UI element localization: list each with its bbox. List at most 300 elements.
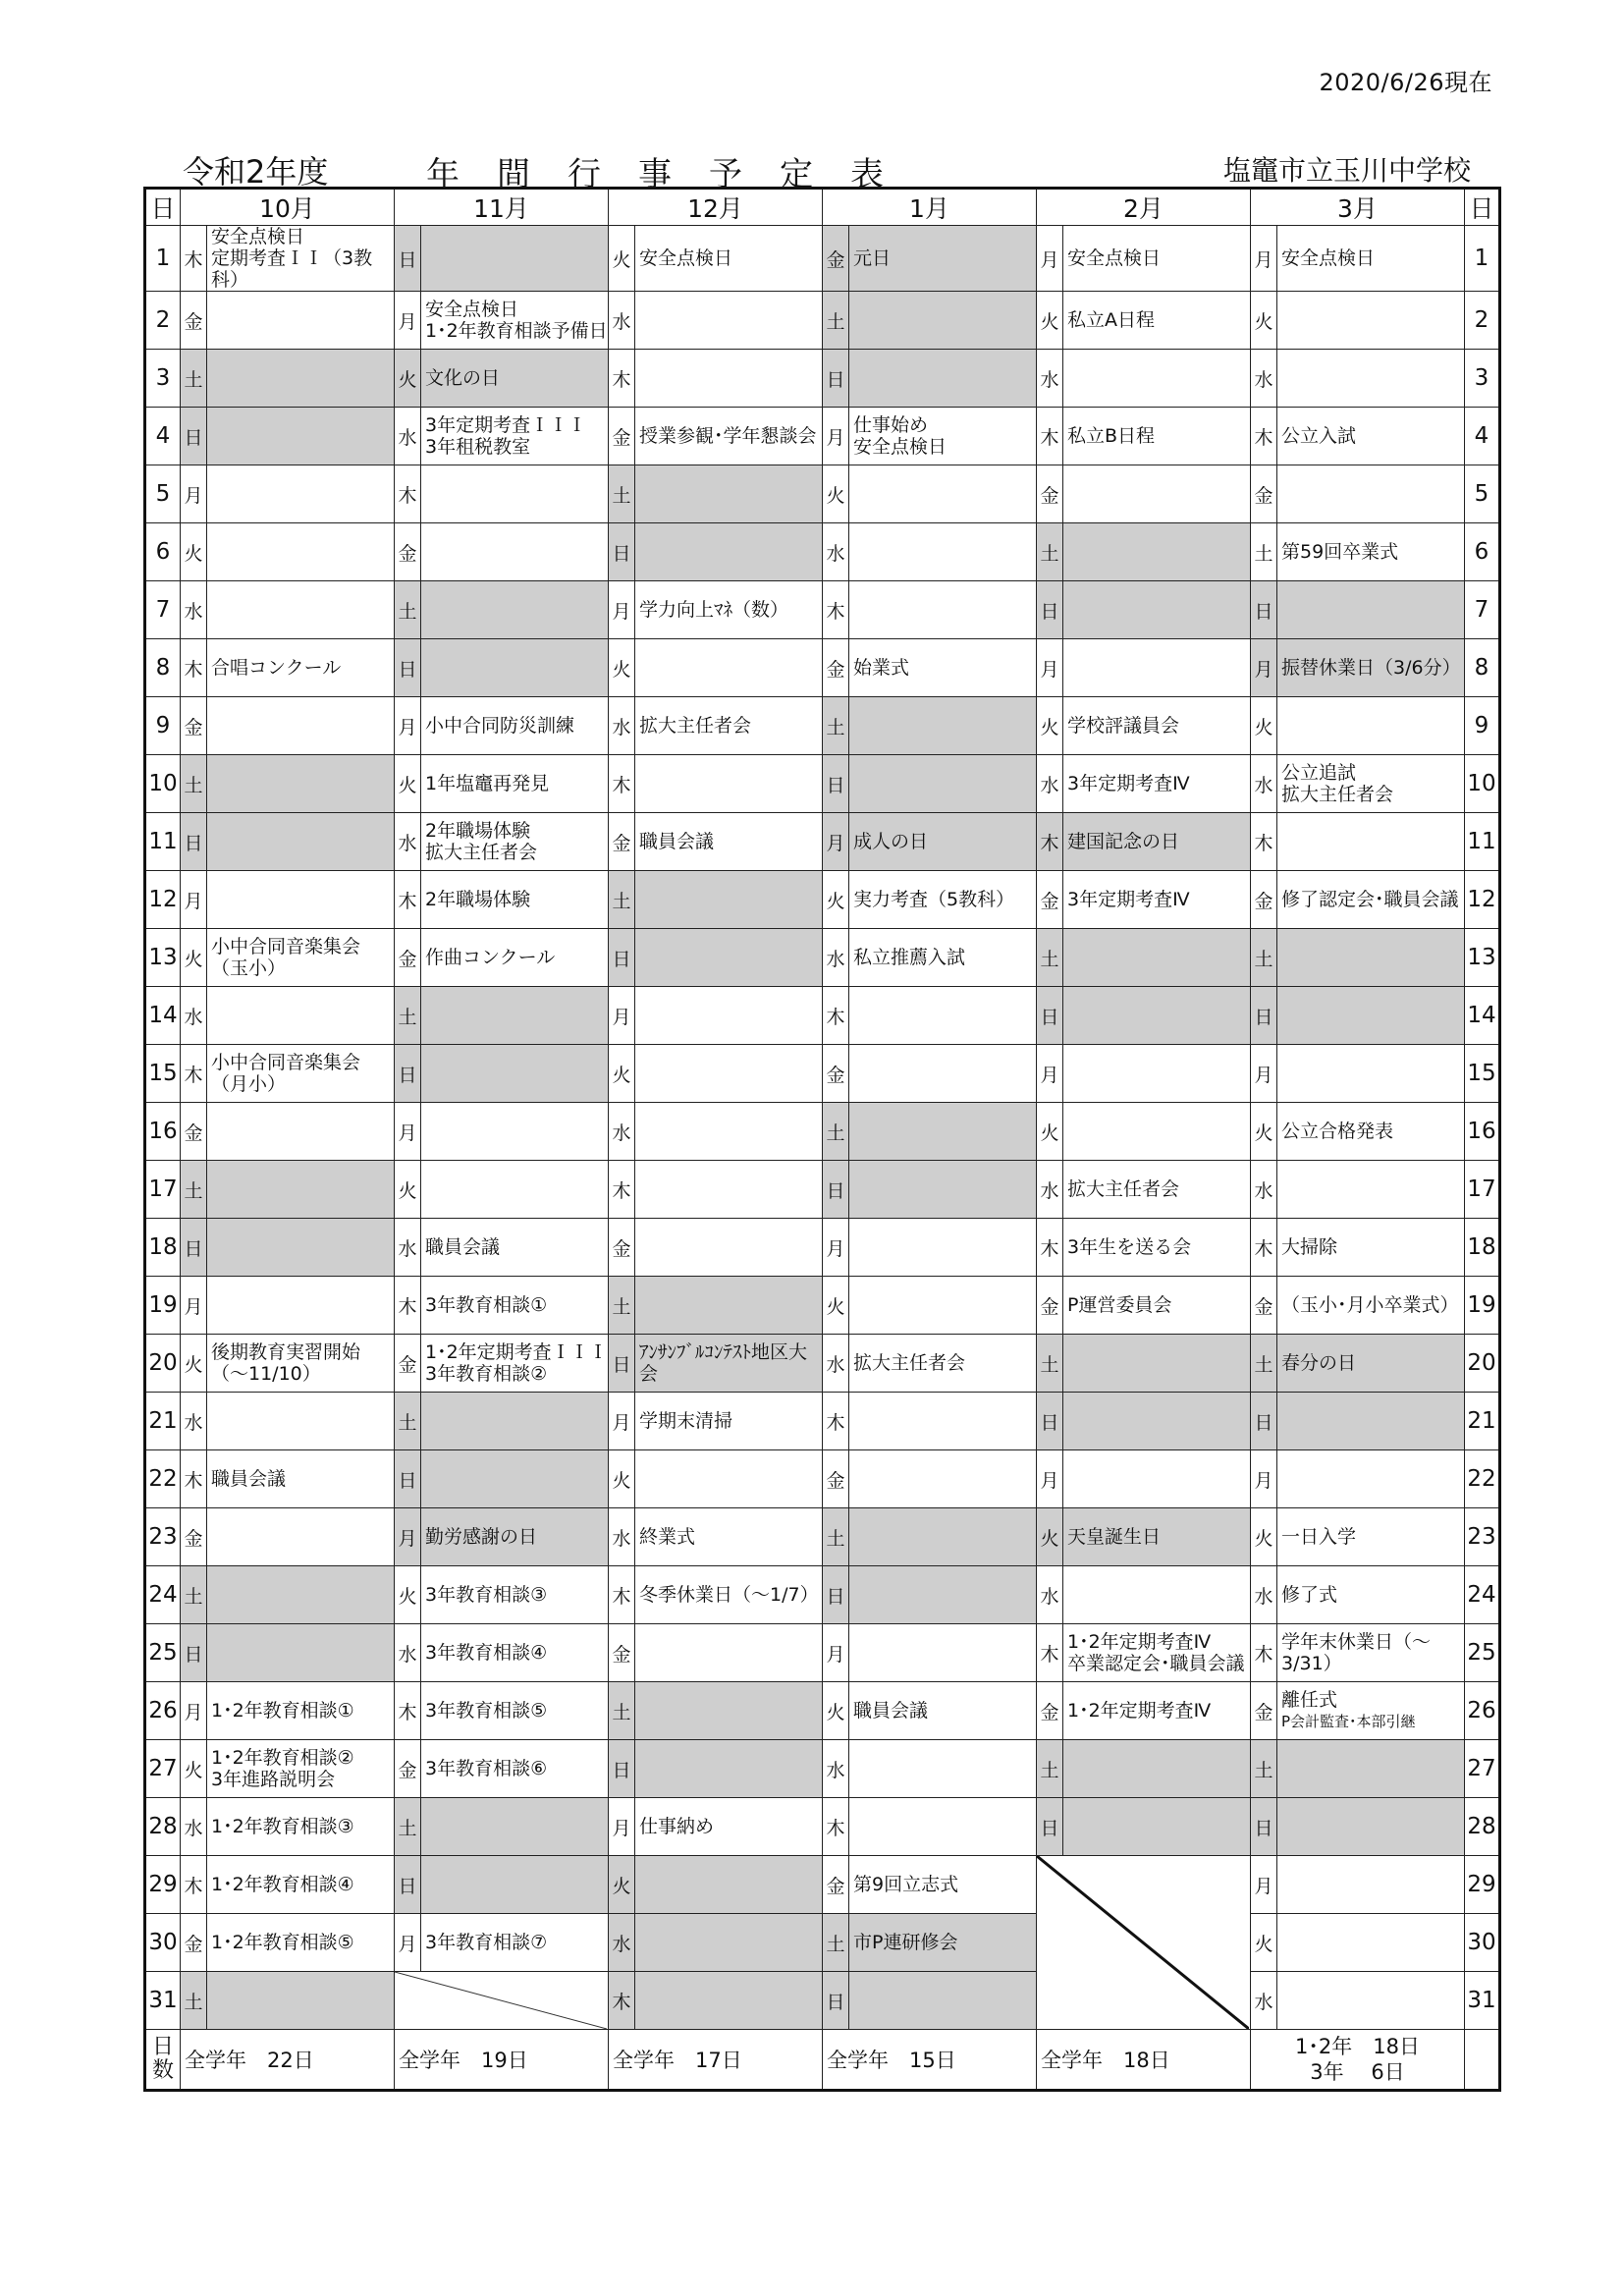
weekday: 金	[1251, 871, 1277, 929]
weekday: 日	[395, 226, 421, 292]
weekday: 月	[1251, 226, 1277, 292]
event-cell	[1277, 1393, 1465, 1450]
weekday: 金	[823, 226, 849, 292]
weekday: 土	[1251, 523, 1277, 581]
weekday: 木	[181, 1450, 207, 1508]
event-cell	[207, 1566, 395, 1624]
weekday: 土	[1251, 1740, 1277, 1798]
event-cell	[849, 1508, 1037, 1566]
day-number-right: 16	[1465, 1103, 1500, 1161]
weekday: 金	[609, 408, 635, 465]
weekday: 土	[823, 1103, 849, 1161]
weekday: 火	[1251, 292, 1277, 350]
event-cell	[1277, 350, 1465, 408]
day-number: 19	[145, 1277, 181, 1335]
day-number-right: 12	[1465, 871, 1500, 929]
weekday: 日	[823, 755, 849, 813]
event-cell	[635, 292, 823, 350]
weekday: 土	[823, 1914, 849, 1972]
event-cell: 拡大主任者会	[1063, 1161, 1251, 1219]
table-row	[145, 1219, 1500, 1277]
table-row	[145, 408, 1500, 465]
weekday: 木	[1251, 1624, 1277, 1682]
event-cell	[635, 929, 823, 987]
day-number-right: 1	[1465, 226, 1500, 292]
event-cell	[635, 1740, 823, 1798]
day-header-right: 日	[1465, 189, 1500, 226]
month-header: 3月	[1251, 189, 1465, 226]
event-cell: 建国記念の日	[1063, 813, 1251, 871]
day-number-right: 3	[1465, 350, 1500, 408]
day-number-right: 26	[1465, 1682, 1500, 1740]
event-cell	[1063, 1566, 1251, 1624]
weekday: 火	[1037, 697, 1063, 755]
weekday: 金	[609, 1624, 635, 1682]
weekday: 木	[1037, 1624, 1063, 1682]
weekday: 月	[1037, 1045, 1063, 1103]
month-header: 1月	[823, 189, 1037, 226]
weekday: 土	[395, 1798, 421, 1856]
weekday: 日	[1251, 581, 1277, 639]
weekday: 金	[609, 1219, 635, 1277]
event-cell	[849, 755, 1037, 813]
table-row	[145, 1740, 1500, 1798]
event-cell	[849, 987, 1037, 1045]
weekday: 月	[395, 1914, 421, 1972]
event-cell	[207, 523, 395, 581]
event-cell	[421, 226, 609, 292]
event-cell: 元日	[849, 226, 1037, 292]
weekday: 木	[609, 755, 635, 813]
weekday: 日	[823, 1566, 849, 1624]
event-cell: 3年教育相談⑦	[421, 1914, 609, 1972]
weekday: 木	[181, 1856, 207, 1914]
event-cell	[1277, 1856, 1465, 1914]
day-number: 16	[145, 1103, 181, 1161]
event-cell: 作曲コンクール	[421, 929, 609, 987]
weekday: 金	[181, 1508, 207, 1566]
weekday: 土	[395, 1393, 421, 1450]
event-cell	[1277, 1740, 1465, 1798]
day-number-right: 9	[1465, 697, 1500, 755]
event-cell	[849, 1450, 1037, 1508]
event-cell: 一日入学	[1277, 1508, 1465, 1566]
event-cell	[207, 1277, 395, 1335]
table-row	[145, 292, 1500, 350]
weekday: 金	[1251, 1682, 1277, 1740]
event-cell	[1277, 1045, 1465, 1103]
weekday: 月	[181, 1277, 207, 1335]
weekday: 土	[823, 697, 849, 755]
day-number: 22	[145, 1450, 181, 1508]
event-cell: 安全点検日	[1277, 226, 1465, 292]
weekday: 木	[1037, 813, 1063, 871]
weekday: 木	[1037, 1219, 1063, 1277]
weekday: 火	[609, 639, 635, 697]
event-cell: ｱﾝｻﾝﾌﾞﾙｺﾝﾃｽﾄ地区大会	[635, 1335, 823, 1393]
weekday: 月	[823, 813, 849, 871]
day-number: 30	[145, 1914, 181, 1972]
event-cell	[207, 697, 395, 755]
event-cell: 修了式	[1277, 1566, 1465, 1624]
table-row	[145, 639, 1500, 697]
day-number: 12	[145, 871, 181, 929]
event-cell: 私立推薦入試	[849, 929, 1037, 987]
weekday: 金	[1251, 465, 1277, 523]
event-cell	[1063, 1393, 1251, 1450]
weekday: 月	[181, 465, 207, 523]
event-cell	[421, 1856, 609, 1914]
event-cell: 仕事納め	[635, 1798, 823, 1856]
weekday: 火	[823, 465, 849, 523]
weekday: 水	[1251, 1972, 1277, 2030]
weekday: 金	[181, 1103, 207, 1161]
event-cell	[207, 755, 395, 813]
event-cell	[849, 292, 1037, 350]
event-cell: 3年教育相談⑤	[421, 1682, 609, 1740]
weekday: 火	[1251, 697, 1277, 755]
event-cell	[1063, 1740, 1251, 1798]
weekday: 木	[181, 226, 207, 292]
day-number-right: 2	[1465, 292, 1500, 350]
event-cell	[849, 1624, 1037, 1682]
weekday: 日	[181, 1624, 207, 1682]
weekday: 土	[1037, 523, 1063, 581]
event-cell	[1277, 929, 1465, 987]
event-cell: 冬季休業日（～1/7）	[635, 1566, 823, 1624]
table-row	[145, 1103, 1500, 1161]
event-cell	[207, 350, 395, 408]
event-cell: 終業式	[635, 1508, 823, 1566]
totals-label-text: 日数	[152, 2035, 175, 2083]
event-cell: 修了認定会･職員会議	[1277, 871, 1465, 929]
weekday: 土	[1251, 929, 1277, 987]
weekday: 火	[1251, 1508, 1277, 1566]
weekday: 土	[395, 581, 421, 639]
event-cell	[635, 350, 823, 408]
weekday: 日	[1251, 987, 1277, 1045]
event-cell: 拡大主任者会	[849, 1335, 1037, 1393]
weekday: 木	[395, 1277, 421, 1335]
weekday: 土	[181, 1566, 207, 1624]
event-cell: 大掃除	[1277, 1219, 1465, 1277]
event-cell: 後期教育実習開始 （～11/10）	[207, 1335, 395, 1393]
day-number-right: 6	[1465, 523, 1500, 581]
event-cell	[207, 1103, 395, 1161]
annual-schedule-table	[143, 187, 1501, 2092]
event-cell	[207, 987, 395, 1045]
weekday: 日	[823, 1161, 849, 1219]
event-cell: 学校評議員会	[1063, 697, 1251, 755]
weekday: 土	[181, 350, 207, 408]
weekday: 火	[181, 1740, 207, 1798]
event-cell	[849, 1219, 1037, 1277]
event-cell	[635, 1856, 823, 1914]
weekday: 木	[1251, 813, 1277, 871]
day-header: 日	[145, 189, 181, 226]
day-number: 25	[145, 1624, 181, 1682]
day-number: 10	[145, 755, 181, 813]
event-cell: 職員会議	[849, 1682, 1037, 1740]
event-cell	[1063, 1045, 1251, 1103]
event-cell: 文化の日	[421, 350, 609, 408]
day-number: 18	[145, 1219, 181, 1277]
weekday: 日	[181, 1219, 207, 1277]
weekday: 水	[1251, 1161, 1277, 1219]
table-row	[145, 350, 1500, 408]
event-cell	[1063, 465, 1251, 523]
weekday: 金	[395, 1335, 421, 1393]
weekday: 日	[1037, 1798, 1063, 1856]
event-cell: 小中合同音楽集会 （玉小）	[207, 929, 395, 987]
event-cell	[1277, 1161, 1465, 1219]
title-row	[183, 147, 1471, 194]
event-cell	[849, 1393, 1037, 1450]
weekday: 日	[1037, 987, 1063, 1045]
event-cell	[849, 465, 1037, 523]
weekday: 水	[823, 929, 849, 987]
day-number-right: 28	[1465, 1798, 1500, 1856]
day-number: 3	[145, 350, 181, 408]
event-cell: 春分の日	[1277, 1335, 1465, 1393]
event-cell	[1277, 1450, 1465, 1508]
event-cell	[207, 1393, 395, 1450]
event-cell: 始業式	[849, 639, 1037, 697]
event-cell: 合唱コンクール	[207, 639, 395, 697]
event-cell	[1277, 292, 1465, 350]
weekday: 金	[1251, 1277, 1277, 1335]
table-row	[145, 1624, 1500, 1682]
event-cell: 2年職場体験	[421, 871, 609, 929]
event-cell	[849, 1740, 1037, 1798]
day-number-right: 18	[1465, 1219, 1500, 1277]
event-cell: 第59回卒業式	[1277, 523, 1465, 581]
event-cell	[635, 871, 823, 929]
table-row	[145, 755, 1500, 813]
day-number: 7	[145, 581, 181, 639]
fiscal-year: 令和2年度	[183, 153, 329, 191]
event-line: 離任式	[1281, 1689, 1338, 1711]
event-cell	[1063, 523, 1251, 581]
event-cell	[1063, 350, 1251, 408]
event-cell	[207, 1161, 395, 1219]
weekday: 月	[1251, 1450, 1277, 1508]
event-cell: 安全点検日	[1063, 226, 1251, 292]
event-cell	[207, 581, 395, 639]
weekday: 月	[1251, 639, 1277, 697]
day-number: 31	[145, 1972, 181, 2030]
weekday: 木	[823, 987, 849, 1045]
weekday: 木	[823, 1393, 849, 1450]
event-cell	[635, 639, 823, 697]
weekday: 木	[395, 871, 421, 929]
day-number-right: 14	[1465, 987, 1500, 1045]
table-row	[145, 1914, 1500, 1972]
empty-date-slash	[1037, 1856, 1251, 2030]
table-row	[145, 1161, 1500, 1219]
weekday: 木	[181, 639, 207, 697]
event-cell: 学期末清掃	[635, 1393, 823, 1450]
weekday: 水	[609, 292, 635, 350]
weekday: 日	[395, 1045, 421, 1103]
event-cell	[421, 465, 609, 523]
weekday: 金	[395, 929, 421, 987]
event-cell	[207, 408, 395, 465]
day-number-right: 25	[1465, 1624, 1500, 1682]
event-cell: 仕事始め 安全点検日	[849, 408, 1037, 465]
weekday: 火	[395, 1566, 421, 1624]
event-cell: 実力考査（5教科）	[849, 871, 1037, 929]
event-cell	[1063, 639, 1251, 697]
table-row	[145, 1798, 1500, 1856]
day-number: 23	[145, 1508, 181, 1566]
weekday: 火	[609, 1045, 635, 1103]
weekday: 金	[823, 1856, 849, 1914]
weekday: 水	[1251, 350, 1277, 408]
weekday: 水	[1037, 1566, 1063, 1624]
event-cell: 市P連研修会	[849, 1914, 1037, 1972]
event-cell	[207, 1624, 395, 1682]
day-number-right: 11	[1465, 813, 1500, 871]
weekday: 月	[1037, 1450, 1063, 1508]
table-row	[145, 1393, 1500, 1450]
slash-line	[395, 1972, 607, 2029]
slash-line	[1037, 1856, 1249, 2029]
event-cell: 2年職場体験 拡大主任者会	[421, 813, 609, 871]
event-cell	[849, 581, 1037, 639]
weekday: 月	[823, 1624, 849, 1682]
weekday: 月	[609, 1393, 635, 1450]
weekday: 日	[181, 813, 207, 871]
weekday: 日	[395, 639, 421, 697]
event-cell	[635, 1277, 823, 1335]
event-cell: 安全点検日	[635, 226, 823, 292]
event-cell	[849, 1103, 1037, 1161]
weekday: 水	[395, 1219, 421, 1277]
event-cell	[849, 1161, 1037, 1219]
day-number: 17	[145, 1161, 181, 1219]
day-number-right: 31	[1465, 1972, 1500, 2030]
day-number-right: 15	[1465, 1045, 1500, 1103]
day-number: 24	[145, 1566, 181, 1624]
weekday: 日	[1251, 1393, 1277, 1450]
table-row	[145, 697, 1500, 755]
day-number-right: 29	[1465, 1856, 1500, 1914]
day-number: 9	[145, 697, 181, 755]
header-row	[145, 189, 1500, 226]
event-cell	[421, 1161, 609, 1219]
table-row	[145, 1277, 1500, 1335]
event-cell	[207, 813, 395, 871]
day-number: 29	[145, 1856, 181, 1914]
event-cell: 公立入試	[1277, 408, 1465, 465]
weekday: 金	[823, 639, 849, 697]
event-cell: 3年定期考査ＩＩＩ 3年租税教室	[421, 408, 609, 465]
weekday: 火	[395, 350, 421, 408]
table-row	[145, 1566, 1500, 1624]
event-cell	[1063, 929, 1251, 987]
weekday: 日	[609, 1335, 635, 1393]
page-title: 年間行事予定表	[426, 155, 921, 194]
event-cell	[1277, 987, 1465, 1045]
weekday: 土	[609, 1277, 635, 1335]
event-cell: 3年教育相談①	[421, 1277, 609, 1335]
event-cell	[849, 350, 1037, 408]
event-cell: 学力向上ﾏﾈ（数）	[635, 581, 823, 639]
event-cell	[1277, 1914, 1465, 1972]
weekday: 土	[609, 1682, 635, 1740]
weekday: 日	[609, 1740, 635, 1798]
event-cell	[421, 1798, 609, 1856]
day-number: 8	[145, 639, 181, 697]
weekday: 水	[1251, 755, 1277, 813]
weekday: 日	[1037, 581, 1063, 639]
event-cell: 私立A日程	[1063, 292, 1251, 350]
event-cell: 振替休業日（3/6分）	[1277, 639, 1465, 697]
weekday: 月	[609, 1798, 635, 1856]
weekday: 水	[823, 523, 849, 581]
event-cell: 1･2年教育相談② 3年進路説明会	[207, 1740, 395, 1798]
weekday: 日	[823, 1972, 849, 2030]
event-cell	[207, 871, 395, 929]
totals-label	[145, 2030, 181, 2091]
month-total: 全学年 22日	[181, 2030, 395, 2091]
weekday: 日	[395, 1856, 421, 1914]
weekday: 木	[1251, 408, 1277, 465]
event-cell: 成人の日	[849, 813, 1037, 871]
as-of-date: 2020/6/26現在	[1319, 69, 1492, 96]
table-row	[145, 1856, 1500, 1914]
event-cell: 安全点検日 定期考査ＩＩ（3教科）	[207, 226, 395, 292]
weekday: 火	[609, 226, 635, 292]
weekday: 日	[181, 408, 207, 465]
month-total: 全学年 18日	[1037, 2030, 1251, 2091]
day-number: 28	[145, 1798, 181, 1856]
weekday: 土	[181, 1161, 207, 1219]
weekday: 水	[395, 408, 421, 465]
day-number: 2	[145, 292, 181, 350]
event-cell: 小中合同防災訓練	[421, 697, 609, 755]
event-cell	[849, 1045, 1037, 1103]
month-total: 全学年 15日	[823, 2030, 1037, 2091]
event-cell	[1063, 581, 1251, 639]
weekday: 火	[1251, 1103, 1277, 1161]
event-cell	[849, 1972, 1037, 2030]
weekday: 火	[181, 523, 207, 581]
weekday: 火	[823, 871, 849, 929]
event-cell	[849, 1277, 1037, 1335]
day-number-right: 22	[1465, 1450, 1500, 1508]
day-number-right: 30	[1465, 1914, 1500, 1972]
day-number: 1	[145, 226, 181, 292]
weekday: 日	[1037, 1393, 1063, 1450]
event-cell: 1･2年定期考査ＩＩＩ 3年教育相談②	[421, 1335, 609, 1393]
event-cell	[1063, 1798, 1251, 1856]
weekday: 木	[395, 465, 421, 523]
weekday: 日	[395, 1450, 421, 1508]
event-cell	[1277, 813, 1465, 871]
day-number-right: 13	[1465, 929, 1500, 987]
weekday: 水	[181, 987, 207, 1045]
event-cell	[635, 1103, 823, 1161]
event-cell	[207, 292, 395, 350]
weekday: 金	[823, 1450, 849, 1508]
weekday: 木	[609, 1161, 635, 1219]
event-cell	[635, 1682, 823, 1740]
weekday: 月	[395, 697, 421, 755]
day-number-right: 19	[1465, 1277, 1500, 1335]
weekday: 木	[395, 1682, 421, 1740]
